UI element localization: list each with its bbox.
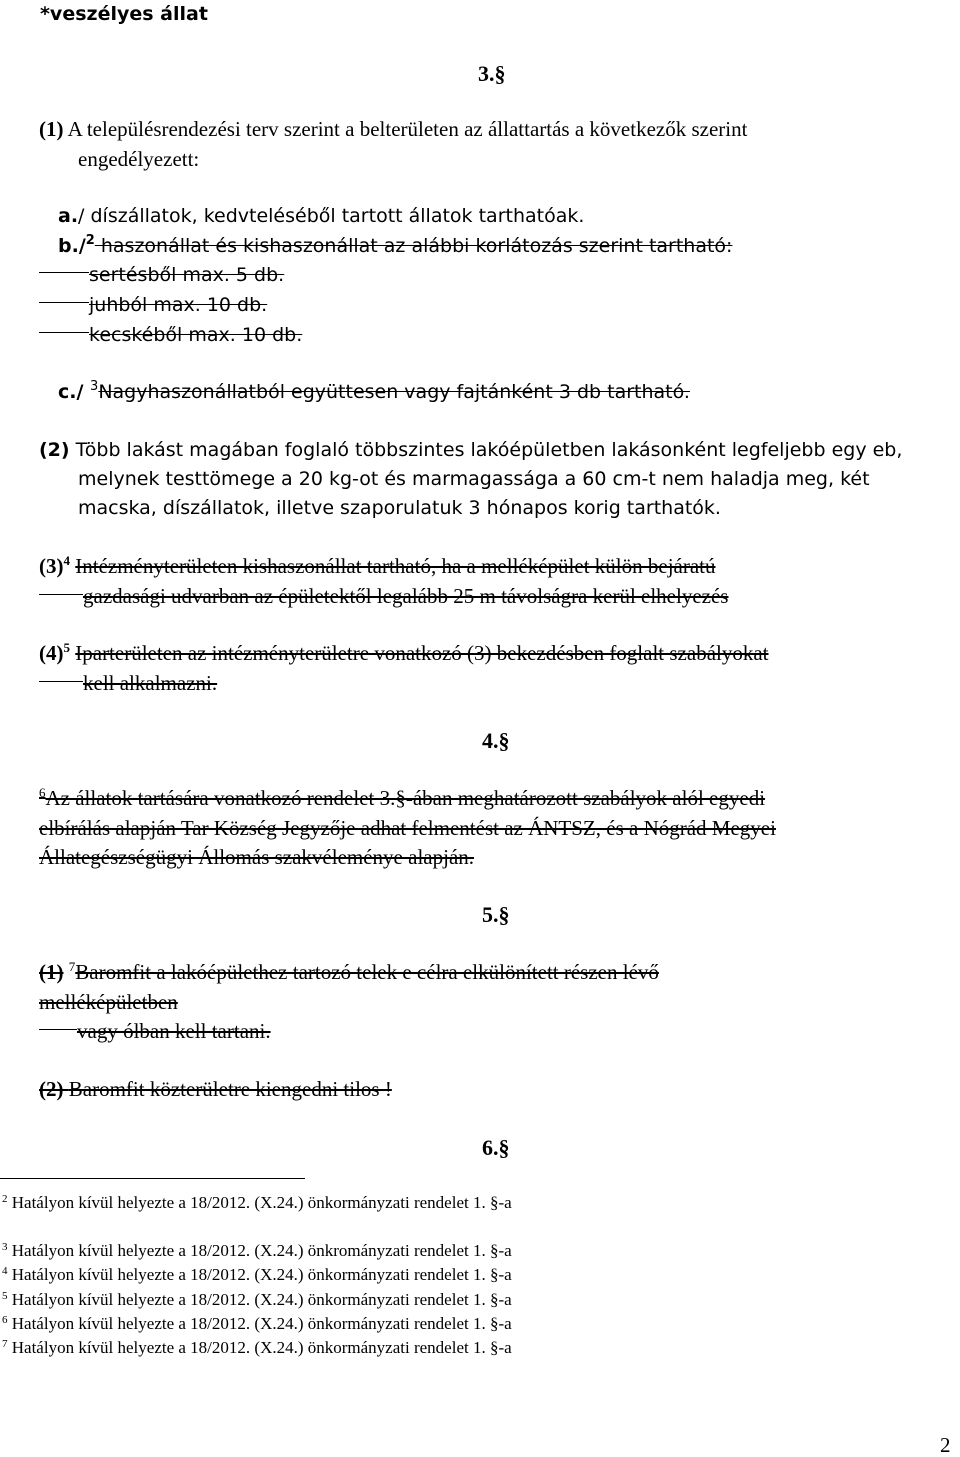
footnote-ref-3: 3: [90, 379, 99, 394]
footnote-number: 5: [2, 1290, 8, 1302]
footnote-number: 7: [2, 1338, 8, 1350]
paragraph-3-4-line2: [39, 671, 217, 695]
paragraph-number: (2): [39, 439, 70, 461]
paragraph-text: Intézményterületen kishaszonállat tartható, ha a melléképület külön bejáratú: [75, 554, 716, 578]
paragraph-number: (2): [39, 1077, 64, 1101]
paragraph-3-4-line1: [39, 641, 769, 665]
item-b-sub-1-text: sertésből max. 5 db.: [89, 264, 285, 286]
footnote-separator: [0, 1178, 305, 1179]
item-b-sub-3: [39, 323, 302, 347]
footnote-text: Hatályon kívül helyezte a 18/2012. (X.24.) önkormányzati rendelet 1. §-a: [11, 1193, 512, 1212]
footnote-6: [2, 1314, 512, 1334]
section-heading-6: 6.§: [482, 1135, 510, 1160]
header-note: *veszélyes állat: [40, 3, 208, 25]
item-a-label: a.: [58, 205, 79, 227]
paragraph-text: gazdasági udvarban az épületektől legalább 25 m távolságra kerül elhelyezés: [83, 584, 729, 608]
paragraph-number: (3): [39, 554, 64, 578]
paragraph-text: Baromfit a lakóépülethez tartozó telek e célra elkülönített részen lévő: [75, 960, 659, 984]
footnote-5: [2, 1290, 512, 1310]
paragraph-text: vagy ólban kell tartani.: [77, 1019, 271, 1043]
footnote-ref-4: 4: [63, 553, 70, 568]
paragraph-3-3-line2: [39, 584, 728, 608]
footnote-ref-5: 5: [63, 640, 70, 655]
item-b-slash: /: [78, 235, 86, 257]
page-number: 2: [940, 1433, 951, 1457]
item-c-slash: /: [76, 381, 91, 403]
footnote-ref-7: 7: [68, 959, 76, 974]
paragraph-text: Iparterületen az intézményterületre vonatkozó (3) bekezdésben foglalt szabályokat: [75, 641, 769, 665]
section-heading-5: 5.§: [482, 902, 510, 927]
item-a-text: / díszállatok, kedvteléséből tartott állatok tarthatóak.: [78, 205, 585, 227]
footnote-number: 6: [2, 1314, 8, 1326]
footnote-ref-2: 2: [85, 233, 95, 248]
paragraph-5-2: [39, 1077, 392, 1101]
footnote-text: Hatályon kívül helyezte a 18/2012. (X.24.) önkrományzati rendelet 1. §-a: [11, 1241, 512, 1260]
item-c: [58, 380, 690, 404]
section-heading-4: 4.§: [482, 728, 510, 753]
paragraph-5-1-line3: [39, 1019, 271, 1043]
paragraph-text: Az állatok tartására vonatkozó rendelet 3.§-ában meghatározott szabályok alól egyedi: [45, 786, 766, 810]
paragraph-text: Több lakást magában foglaló többszintes lakóépületben lakásonként legfeljebb egy eb,: [75, 439, 903, 461]
footnote-4: [2, 1265, 512, 1285]
paragraph-3-2-line1: [39, 438, 902, 462]
item-b-text: haszonállat és kishaszonállat az alábbi korlátozás szerint tartható:: [94, 235, 733, 257]
item-b: [58, 234, 732, 258]
footnote-2: [2, 1193, 512, 1213]
paragraph-5-1-line1: [39, 960, 659, 984]
paragraph-4-line3: Állategészségügyi Állomás szakvéleménye alapján.: [39, 845, 475, 869]
paragraph-3-1-line1: [39, 117, 747, 141]
paragraph-5-1-line2: melléképületben: [39, 990, 178, 1014]
footnote-7: [2, 1338, 512, 1358]
footnote-text: Hatályon kívül helyezte a 18/2012. (X.24.) önkormányzati rendelet 1. §-a: [11, 1265, 512, 1284]
footnote-number: 4: [2, 1265, 8, 1277]
paragraph-text: Baromfit közterületre kiengedni tilos !: [68, 1077, 392, 1101]
item-c-text: Nagyhaszonállatból együttesen vagy fajtánként 3 db tartható.: [98, 381, 690, 403]
item-b-sub-1: [39, 263, 284, 287]
item-c-label: c.: [58, 381, 77, 403]
footnote-number: 3: [2, 1241, 8, 1253]
item-b-label: b.: [58, 235, 79, 257]
footnote-ref-6: 6: [39, 785, 46, 800]
paragraph-number: (1): [39, 960, 64, 984]
paragraph-3-2-line2: melynek testtömege a 20 kg-ot és marmagassága a 60 cm-t nem haladja meg, két: [78, 468, 870, 490]
paragraph-number: (4): [39, 641, 64, 665]
item-b-sub-2-text: juhból max. 10 db.: [89, 294, 268, 316]
paragraph-3-2-line3: macska, díszállatok, illetve szaporulatuk 3 hónapos korig tarthatók.: [78, 497, 721, 519]
footnote-text: Hatályon kívül helyezte a 18/2012. (X.24.) önkormányzati rendelet 1. §-a: [11, 1314, 512, 1333]
footnote-number: 2: [2, 1193, 8, 1205]
item-b-sub-2: [39, 293, 267, 317]
item-a: [58, 204, 584, 228]
paragraph-3-1-line2: engedélyezett:: [78, 147, 200, 171]
item-b-sub-3-text: kecskéből max. 10 db.: [89, 324, 303, 346]
footnote-3: [2, 1241, 512, 1261]
footnote-text: Hatályon kívül helyezte a 18/2012. (X.24.) önkormányzati rendelet 1. §-a: [11, 1338, 512, 1357]
paragraph-text: kell alkalmazni.: [83, 671, 218, 695]
section-heading-3: 3.§: [478, 61, 506, 86]
paragraph-number: (1): [39, 117, 64, 141]
paragraph-4-line1: [39, 786, 765, 810]
footnote-text: Hatályon kívül helyezte a 18/2012. (X.24.) önkormányzati rendelet 1. §-a: [11, 1290, 512, 1309]
paragraph-4-line2: elbírálás alapján Tar Község Jegyzője adhat felmentést az ÁNTSZ, és a Nógrád Megyei: [39, 816, 776, 840]
paragraph-text: A településrendezési terv szerint a belterületen az állattartás a következők szerint: [67, 117, 748, 141]
paragraph-3-3-line1: [39, 554, 716, 578]
